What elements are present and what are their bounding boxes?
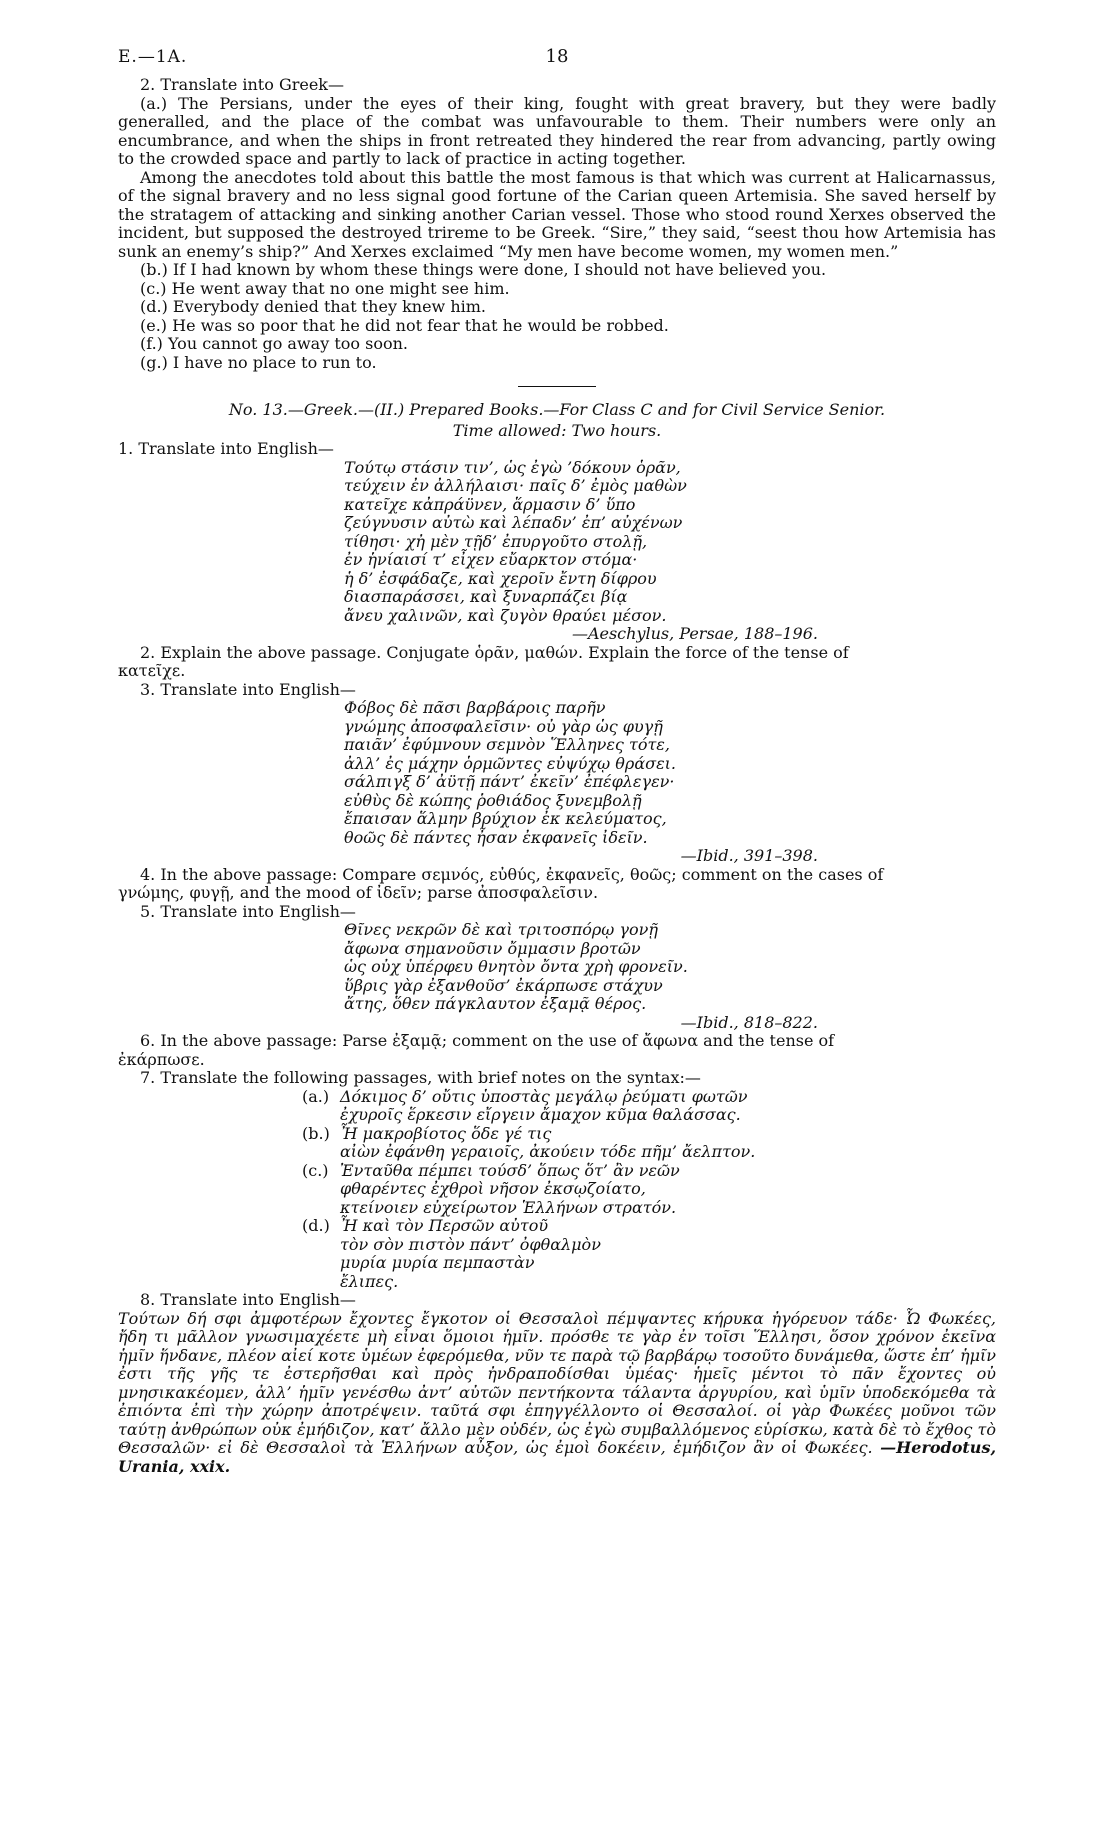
verse-line: διασπαράσσει, καὶ ξυναρπάζει βίᾳ xyxy=(344,587,628,606)
verse-line: ἔπαισαν ἅλμην βρύχιον ἐκ κελεύματος, xyxy=(344,809,667,828)
question-1-heading: 1. Translate into English— xyxy=(118,439,334,458)
section-divider xyxy=(518,386,596,387)
verse-line: ἐχυροῖς ἕρκεσιν εἴργειν ἄμαχον κῦμα θαλάσσας. xyxy=(340,1105,741,1124)
passage-b xyxy=(302,1123,996,1162)
page-number: 18 xyxy=(545,46,569,67)
verse-line: εὐθὺς δὲ κώπης ῥοθιάδος ξυνεμβολῇ xyxy=(344,790,642,810)
verse-line: ἄφωνα σημανοῦσιν ὄμμασιν βροτῶν xyxy=(344,938,641,958)
verse-line: Θῖνες νεκρῶν δὲ καὶ τριτοσπόρῳ γονῇ xyxy=(344,920,658,939)
time-allowed: Time allowed: Two hours. xyxy=(452,420,662,440)
verse-line: ζεύγνυσιν αὐτὼ καὶ λέπαδν’ ἐπ’ αὐχένων xyxy=(344,513,683,532)
item-g: (g.) I have no place to run to. xyxy=(140,352,377,372)
passage-a-paragraph-1: (a.) The Persians, under the eyes of their king, fought with great bravery, but they were badly generalled, and the place of the combat was unfavourable to them. Their numbers were only an encumbrance, and when the ships in front retreated they hindered the rear from advancing, partly owing to the crowded space and partly to lack of practice in acting together. xyxy=(118,93,996,168)
verse-line: σάλπιγξ δ’ ἀϋτῇ πάντ’ ἐκεῖν’ ἐπέφλεγεν· xyxy=(344,772,675,791)
verse-block-q1 xyxy=(344,459,996,626)
verse-line: φθαρέντες ἐχθροὶ νῆσον ἐκσῳζοίατο, xyxy=(340,1179,646,1198)
verse-line: γνώμης ἀποσφαλεῖσιν· οὐ γὰρ ὡς φυγῇ xyxy=(344,716,663,736)
question-4-continued: γνώμης, φυγῇ, and the mood of ἰδεῖν; parse ἀποσφαλεῖσιν. xyxy=(118,883,599,902)
question-heading: 2. Translate into Greek— xyxy=(140,75,344,94)
verse-line: ἐν ἡνίαισί τ’ εἶχεν εὔαρκτον στόμα· xyxy=(344,550,638,569)
verse-line: Ἦ μακροβίοτος ὅδε γέ τις xyxy=(340,1123,552,1143)
passage-label: (a.) xyxy=(302,1086,330,1106)
question-6: 6. In the above passage: Parse ἐξαμᾷ; comment on the use of ἄφωνα and the tense of xyxy=(140,1031,835,1050)
verse-line: Φόβος δὲ πᾶσι βαρβάροις παρῆν xyxy=(344,698,606,717)
passage-a-paragraph-2: Among the anecdotes told about this battle the most famous is that which was current at Halicarnassus, of the signal bravery and no less signal good fortune of the Carian queen Artemisia. She saved herself by the stratagem of attacking and sinking another Carian vessel. Those who stood round Xerxes observed the incident, but supposed the destroyed trireme to be Greek. “Sire,” they said, “seest thou how Artemisia has sunk an enemy’s ship?” And Xerxes exclaimed “My men have become women, my women men.” xyxy=(118,167,996,261)
verse-line: Δόκιμος δ’ οὔτις ὑποστὰς μεγάλῳ ῥεύματι φωτῶν xyxy=(340,1086,748,1106)
prose-text: Τούτων δή σφι ἀμφοτέρων ἔχοντες ἔγκοτον οἱ Θεσσαλοὶ πέμψαντες κήρυκα ἠγόρευον τάδε· Ὦ Φωκέες, ἤδη τι μᾶλλον γνωσιμαχέετε μὴ εἶναι ὅμοιοι ἡμῖν. πρόσθε τε γὰρ ἐν τοῖσι Ἕλλησι, ὅσον χρόνον ἐκεῖνα ἡμῖν ἥνδανε, πλέον αἰεί κοτε ὑμέων ἐφερόμεθα, νῦν τε παρὰ τῷ βαρβάρῳ τοσοῦτο δυνάμεθα, ὥστε ἐπ’ ἡμῖν ἐστι τῆς γῆς τε ἐστερῆσθαι καὶ πρὸς ἠνδραποδίσθαι ὑμέας· ἡμεῖς μέντοι τὸ πᾶν ἔχοντες οὐ μνησικακέομεν, ἀλλ’ ἡμῖν γενέσθω ἀντ’ αὐτῶν πεντήκοντα τάλαντα ἀργυρίου, καὶ ὑμῖν ὑποδεκόμεθα τὰ ἐπιόντα ἐπὶ τὴν χώρην ἀποτρέψειν. ταῦτά σφι ἐπηγγέλλοντο οἱ Θεσσαλοί. οἱ γὰρ Φωκέες μοῦνοι τῶν ταύτῃ ἀνθρώπων οὐκ ἐμήδιζον, κατ’ ἄλλο μὲν οὐδέν, ὡς ἐγὼ συμβαλλόμενος εὑρίσκω, κατὰ δὲ τὸ ἔχθος τὸ Θεσσαλῶν· εἰ δὲ Θεσσαλοὶ τὰ Ἑλλήνων αὖξον, ὡς ἐμοὶ δοκέειν, ἐμήδιζον ἂν οἱ Φωκέες. xyxy=(118,1308,996,1457)
verse-line: τὸν σὸν πιστὸν πάντ’ ὀφθαλμὸν xyxy=(340,1234,601,1254)
question-4: 4. In the above passage: Compare σεμνός, εὐθύς, ἐκφανεῖς, θοῶς; comment on the cases of xyxy=(140,864,884,884)
verse-block-q3 xyxy=(344,699,996,847)
verse-line: ἄτης, ὅθεν πάγκλαυτον ἐξαμᾷ θέρος. xyxy=(344,994,647,1013)
passage-d xyxy=(302,1216,996,1291)
question-6-continued: ἐκάρπωσε. xyxy=(118,1049,205,1069)
verse-line: ἔλιπες. xyxy=(340,1271,399,1291)
item-d: (d.) Everybody denied that they knew him. xyxy=(140,297,486,316)
verse-line: θοῶς δὲ πάντες ἦσαν ἐκφανεῖς ἰδεῖν. xyxy=(344,827,648,847)
question-8-heading: 8. Translate into English— xyxy=(140,1290,356,1309)
verse-line: Τούτῳ στάσιν τιν’, ὡς ἐγὼ ’δόκουν ὁρᾶν, xyxy=(344,457,681,477)
question-7-heading: 7. Translate the following passages, with brief notes on the syntax:— xyxy=(140,1068,701,1087)
item-e: (e.) He was so poor that he did not fear that he would be robbed. xyxy=(140,315,669,335)
item-f: (f.) You cannot go away too soon. xyxy=(140,334,408,353)
passage-label: (b.) xyxy=(302,1123,330,1143)
source-citation: —Herodotus, Urania, xxix. xyxy=(118,1438,997,1476)
verse-line: μυρία μυρία πεμπαστὰν xyxy=(340,1253,535,1272)
herodotus-passage xyxy=(118,1310,996,1477)
verse-line: Ἦ καὶ τὸν Περσῶν αὐτοῦ xyxy=(340,1216,549,1235)
item-b: (b.) If I had known by whom these things were done, I should not have believed you. xyxy=(140,260,827,279)
verse-line: τεύχειν ἐν ἀλλήλαισι· παῖς δ’ ἐμὸς μαθὼν xyxy=(344,476,687,495)
verse-line: Ἐνταῦθα πέμπει τούσδ’ ὅπως ὅτ’ ἂν νεῶν xyxy=(340,1160,680,1180)
verse-line: ἡ δ’ ἐσφάδαζε, καὶ χεροῖν ἔντη δίφρου xyxy=(344,568,657,588)
passage-label: (d.) xyxy=(302,1216,330,1235)
citation: —Ibid., 391–398. xyxy=(680,846,818,865)
verse-line: ὡς οὐχ ὑπέρφευ θνητὸν ὄντα χρὴ φρονεῖν. xyxy=(344,957,688,976)
section-title: No. 13.—Greek.—(II.) Prepared Books.—For Class C and for Civil Service Senior. xyxy=(228,400,886,419)
verse-line: ἀλλ’ ἐς μάχην ὁρμῶντες εὐψύχῳ θράσει. xyxy=(344,753,677,773)
citation: —Aeschylus, Persae, 188–196. xyxy=(571,624,818,643)
verse-block-q5 xyxy=(344,921,996,1014)
citation: —Ibid., 818–822. xyxy=(680,1012,818,1032)
passage-label: (c.) xyxy=(302,1160,329,1180)
passage-c xyxy=(302,1160,996,1218)
question-2-continued: κατεῖχε. xyxy=(118,661,186,680)
document-code: E.—1A. xyxy=(118,47,188,67)
verse-line: κατεῖχε κἀπράϋνεν, ἅρμασιν δ’ ὕπο xyxy=(344,494,636,514)
question-5-heading: 5. Translate into English— xyxy=(140,901,356,921)
verse-line: τίθησι· χἠ μὲν τῇδ’ ἐπυργοῦτο στολῇ, xyxy=(344,531,648,551)
verse-line: αἰὼν ἐφάνθη γεραιοῖς, ἀκούειν τόδε πῆμ’ ἄελπτον. xyxy=(340,1142,756,1161)
verse-line: παιᾶν’ ἐφύμνουν σεμνὸν Ἕλληνες τότε, xyxy=(344,735,670,754)
passage-a xyxy=(302,1086,996,1125)
item-c: (c.) He went away that no one might see him. xyxy=(140,278,510,298)
verse-line: κτείνοιεν εὐχείρωτον Ἑλλήνων στρατόν. xyxy=(340,1197,677,1217)
page-header xyxy=(118,40,996,76)
question-3-heading: 3. Translate into English— xyxy=(140,679,356,699)
question-2: 2. Explain the above passage. Conjugate ὁρᾶν, μαθών. Explain the force of the tense of xyxy=(140,642,849,662)
verse-line: ἄνευ χαλινῶν, καὶ ζυγὸν θραύει μέσον. xyxy=(344,605,667,625)
verse-line: ὕβρις γὰρ ἐξανθοῦσ’ ἐκάρπωσε στάχυν xyxy=(344,975,663,995)
